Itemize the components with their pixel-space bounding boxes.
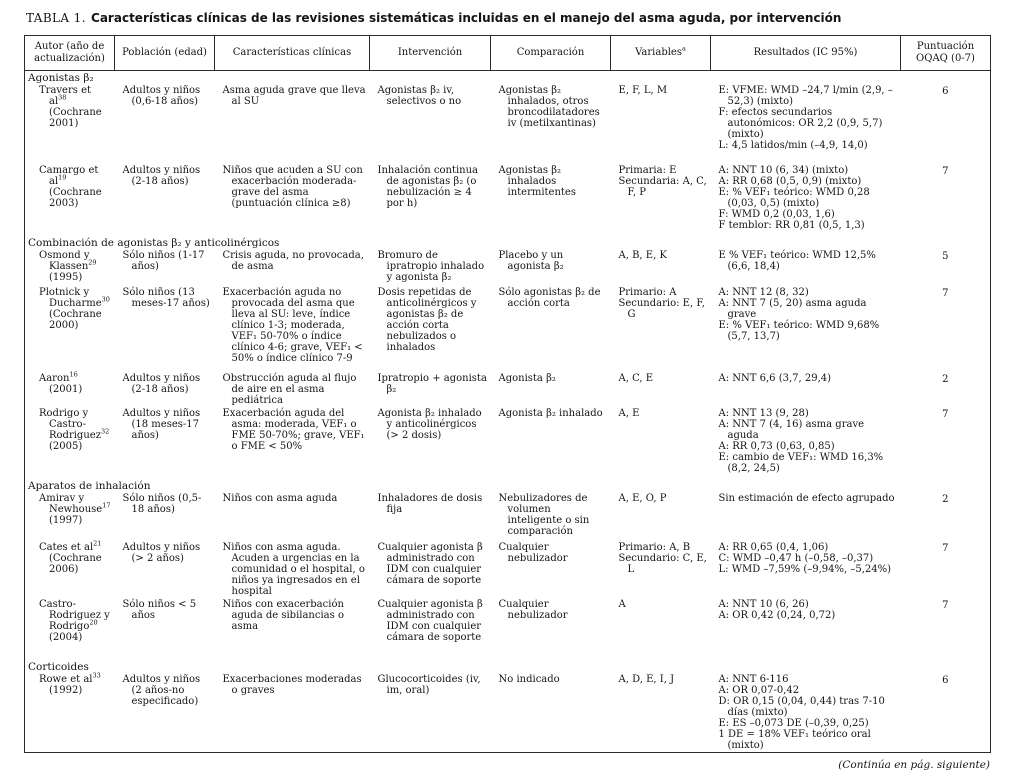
score-cell: 2 (942, 494, 949, 505)
cell-line: Cualquier nebulizador (498, 599, 568, 621)
clinical-cell (215, 249, 370, 286)
population-cell (115, 372, 215, 407)
cell-line: Glucocorticoides (iv, im, oral) (377, 674, 481, 696)
results-cell (711, 492, 901, 541)
comparison-cell (491, 164, 611, 236)
column-header: Puntuación OQAQ (0-7) (901, 36, 991, 71)
author-cell (25, 673, 115, 753)
cell-line: Sólo niños (1-17 años) (122, 250, 205, 272)
comparison-cell (491, 372, 611, 407)
reference-superscript: 19 (58, 173, 67, 182)
table-row (25, 249, 991, 286)
results-cell (711, 164, 901, 236)
column-header: Comparación (491, 36, 611, 71)
author-text: Amirav y Newhouse$^{17}$ (1997) (39, 493, 111, 526)
score-cell: 6 (942, 86, 949, 97)
variables-cell (611, 407, 711, 479)
population-cell (115, 541, 215, 598)
clinical-cell (215, 492, 370, 541)
table-number: TABLA 1. (26, 11, 86, 25)
cell-line: Adultos y niños (2 años-no especificado) (122, 674, 201, 707)
results-cell (711, 249, 901, 286)
author-cell (25, 407, 115, 479)
comparison-cell (491, 407, 611, 479)
score-cell: 7 (942, 409, 949, 420)
cell-line: L: 4,5 latidos/min (–4,9, 14,0) (718, 140, 868, 151)
author-text: Camargo et $al^{19}$ (Cochrane 2003) (39, 165, 102, 209)
comparison-cell (491, 598, 611, 660)
cell-line: Agonista β₂ inhalado (498, 408, 603, 419)
comparison-cell (491, 492, 611, 541)
cell-line: Niños con asma aguda (222, 493, 338, 504)
cell-line: Sólo niños (13 meses-17 años) (122, 287, 210, 309)
column-header: Variables$^a$ (611, 36, 711, 71)
cell-line: Adultos y niños (18 meses-17 años) (122, 408, 201, 441)
intervention-cell (370, 84, 491, 164)
cell-line: Cualquier agonista β administrado con IDM con cualquier cámara de soporte (377, 599, 483, 643)
section-header: Combinación de agonistas β₂ y anticolinérgicos (28, 237, 280, 249)
author-cell (25, 164, 115, 236)
cell-line: Inhalación continua de agonistas β₂ (o nebulización ≥ 4 por h) (377, 165, 479, 209)
table-row (25, 407, 991, 479)
cell-line: Agonista β₂ (498, 373, 556, 384)
intervention-cell (370, 372, 491, 407)
score-cell: 7 (942, 543, 949, 554)
cell-line: A: NNT 10 (6, 34) (mixto) (718, 165, 849, 176)
score-cell: 6 (942, 675, 949, 686)
population-cell (115, 164, 215, 236)
cell-line: Sin estimación de efecto agrupado (718, 493, 895, 504)
cell-line: Bromuro de ipratropio inhalado y agonista β₂ (377, 250, 485, 283)
reference-superscript: 38 (58, 93, 67, 102)
clinical-cell (215, 286, 370, 372)
clinical-cell (215, 84, 370, 164)
cell-line: Primario: A, B (618, 542, 691, 553)
reference-superscript: 30 (101, 295, 110, 304)
cell-line: Niños que acuden a SU con exacerbación moderada-grave del asma (puntuación clínica ≥8) (222, 165, 363, 209)
section-header: Agonistas β₂ (28, 72, 94, 84)
cell-line: Primaria: E (618, 165, 677, 176)
variables-cell (611, 492, 711, 541)
cell-line: A: OR 0,42 (0,24, 0,72) (718, 610, 836, 621)
cell-line: Secundario: E, F, G (618, 298, 705, 320)
cell-line: Agonista β₂ inhalado y anticolinérgicos (> 2 dosis) (377, 408, 482, 441)
column-header: Población (edad) (115, 36, 215, 71)
cell-line: A: RR 0,65 (0,4, 1,06) (718, 542, 829, 553)
cell-line: F: WMD 0,2 (0,03, 1,6) (718, 209, 835, 220)
variables-cell (611, 249, 711, 286)
cell-line: Asma aguda grave que lleva al SU (222, 85, 366, 107)
cell-line: E: cambio de VEF₁: WMD 16,3% (8,2, 24,5) (718, 452, 884, 474)
score-cell: 7 (942, 166, 949, 177)
cell-line: Secundaria: A, C, F, P (618, 176, 707, 198)
results-cell (711, 372, 901, 407)
author-text: Castro-Rodriguez y Rodrigo$^{20}$ (2004) (39, 599, 110, 643)
author-text: Plotnick y Ducharme$^{30}$ (Cochrane 2000) (39, 287, 110, 331)
table-row (25, 598, 991, 660)
author-text: Cates et $al^{21}$ (Cochrane 2006) (39, 539, 102, 575)
continuation-note: (Continúa en pág. siguiente) (838, 759, 990, 771)
comparison-cell (491, 286, 611, 372)
reference-superscript: 16 (69, 370, 78, 379)
table-row (25, 164, 991, 236)
section-header: Aparatos de inhalación (28, 480, 151, 492)
author-cell (25, 541, 115, 598)
cell-line: F temblor: RR 0,81 (0,5, 1,3) (718, 220, 865, 231)
results-cell (711, 407, 901, 479)
cell-line: Ipratropio + agonista β₂ (377, 373, 487, 395)
cell-line: Primario: A (618, 287, 677, 298)
cell-line: A (618, 599, 626, 610)
column-header: Características clínicas (215, 36, 370, 71)
cell-line: E: % VEF₁ teórico: WMD 9,68% (5,7, 13,7) (718, 320, 880, 342)
intervention-cell (370, 164, 491, 236)
cell-line: A, C, E (618, 373, 654, 384)
cell-line: A: NNT 7 (4, 16) asma grave aguda (718, 419, 865, 441)
clinical-cell (215, 407, 370, 479)
cell-line: Inhaladores de dosis fija (377, 493, 483, 515)
reference-superscript: 17 (102, 501, 111, 510)
results-cell (711, 286, 901, 372)
cell-line: Placebo y un agonista β₂ (498, 250, 564, 272)
cell-line: A, E (618, 408, 640, 419)
score-cell: 7 (942, 288, 949, 299)
cell-line: Sólo agonistas β₂ de acción corta (498, 287, 601, 309)
cell-line: A: OR 0,07-0,42 (718, 685, 800, 696)
variables-cell (611, 372, 711, 407)
table-title (26, 7, 990, 26)
reference-superscript: 33 (92, 671, 101, 680)
clinical-cell (215, 164, 370, 236)
author-cell (25, 598, 115, 660)
column-header: Autor (año de actualización) (25, 36, 115, 71)
results-cell (711, 84, 901, 164)
cell-line: Agonistas β₂ inhalados, otros broncodilatadores iv (metilxantinas) (498, 85, 600, 129)
footnote-marker: a (681, 44, 686, 53)
comparison-cell (491, 673, 611, 753)
header-row (25, 36, 991, 71)
cell-line: Cualquier nebulizador (498, 542, 568, 564)
cell-line: Sólo niños (0,5-18 años) (122, 493, 202, 515)
cell-line: A, D, E, I, J (618, 674, 675, 685)
population-cell (115, 598, 215, 660)
intervention-cell (370, 598, 491, 660)
cell-line: Obstrucción aguda al flujo de aire en el asma pediátrica (222, 373, 357, 406)
section-row (25, 71, 991, 85)
score-cell: 7 (942, 600, 949, 611)
column-header: Intervención (370, 36, 491, 71)
variables-cell (611, 286, 711, 372)
comparison-cell (491, 249, 611, 286)
cell-line: F: efectos secundarios autonómicos: OR 2,2 (0,9, 5,7) (mixto) (718, 107, 883, 140)
author-text: Osmond y Klassen$^{29}$ (1995) (39, 250, 97, 283)
cell-line: Sólo niños < 5 años (122, 599, 197, 621)
cell-line: Adultos y niños (2-18 años) (122, 373, 201, 395)
section-row (25, 479, 991, 492)
table-row (25, 372, 991, 407)
population-cell (115, 286, 215, 372)
cell-line: E: % VEF₁ teórico: WMD 0,28 (0,03, 0,5) (mixto) (718, 187, 870, 209)
cell-line: A: RR 0,68 (0,5, 0,9) (mixto) (718, 176, 862, 187)
cell-line: Secundario: C, E, L (618, 553, 707, 575)
cell-line: Niños con asma aguda. Acuden a urgencias en la comunidad o el hospital, o niños ya ingresados en el hospital (222, 542, 365, 597)
cell-line: Adultos y niños (0,6-18 años) (122, 85, 201, 107)
cell-line: Agonistas β₂ iv, selectivos o no (377, 85, 462, 107)
population-cell (115, 407, 215, 479)
cell-line: A, B, E, K (618, 250, 667, 261)
cell-line: Niños con exacerbación aguda de sibilancias o asma (222, 599, 344, 632)
intervention-cell (370, 286, 491, 372)
author-text: Aaron$^{16}$ (2001) (39, 370, 83, 395)
clinical-cell (215, 598, 370, 660)
variables-cell (611, 164, 711, 236)
reference-superscript: 32 (100, 427, 110, 436)
cell-line: A: NNT 6,6 (3,7, 29,4) (718, 373, 832, 384)
cell-line: Nebulizadores de volumen inteligente o sin comparación (498, 493, 590, 537)
population-cell (115, 84, 215, 164)
section-row (25, 236, 991, 249)
cell-line: Crisis aguda, no provocada, de asma (222, 250, 364, 272)
author-cell (25, 286, 115, 372)
intervention-cell (370, 249, 491, 286)
cell-line: E: ES –0,073 DE (–0,39, 0,25) (718, 718, 869, 729)
cell-line: L: WMD –7,59% (–9,94%, –5,24%) (718, 564, 892, 575)
section-row (25, 660, 991, 673)
clinical-cell (215, 541, 370, 598)
cell-line: A: NNT 10 (6, 26) (718, 599, 809, 610)
cell-line: A: NNT 6-116 (718, 674, 789, 685)
intervention-cell (370, 492, 491, 541)
cell-line: 1 DE = 18% VEF₁ teórico oral (mixto) (718, 729, 871, 751)
cell-line: Dosis repetidas de anticolinérgicos y agonistas β₂ de acción corta nebulizados o inhalados (377, 287, 477, 353)
results-cell (711, 673, 901, 753)
reference-superscript: 20 (89, 618, 98, 627)
table-body (25, 71, 991, 753)
author-text: Travers et $al^{38}$ (Cochrane 2001) (39, 85, 102, 129)
population-cell (115, 249, 215, 286)
cell-line: No indicado (498, 674, 560, 685)
score-cell: 2 (942, 374, 949, 385)
intervention-cell (370, 541, 491, 598)
clinical-cell (215, 372, 370, 407)
variables-cell (611, 541, 711, 598)
population-cell (115, 673, 215, 753)
intervention-cell (370, 407, 491, 479)
cell-line: Agonistas β₂ inhalados intermitentes (498, 165, 576, 198)
reference-superscript: 21 (93, 539, 102, 548)
section-header: Corticoides (28, 661, 89, 673)
cell-line: Exacerbación aguda no provocada del asma que lleva al SU: leve, índice clínico 1-3; moderada, VEF₁ 50-70% o índice clínico 4-6; grave, VEF₁ < 50% o índice clínico 7-9 (222, 287, 363, 364)
table-row (25, 492, 991, 541)
results-cell (711, 541, 901, 598)
cell-line: A: RR 0,73 (0,63, 0,85) (718, 441, 835, 452)
table-row (25, 286, 991, 372)
cell-line: A, E, O, P (618, 493, 667, 504)
cell-line: Adultos y niños (2-18 años) (122, 165, 201, 187)
cell-line: Exacerbaciones moderadas o graves (222, 674, 362, 696)
cell-line: E, F, L, M (618, 85, 668, 96)
population-cell (115, 492, 215, 541)
cell-line: Cualquier agonista β administrado con IDM con cualquier cámara de soporte (377, 542, 483, 586)
author-cell (25, 372, 115, 407)
intervention-cell (370, 673, 491, 753)
cell-line: C: WMD –0,47 h (–0,58, –0,37) (718, 553, 874, 564)
variables-cell (611, 598, 711, 660)
cell-line: Exacerbación aguda del asma: moderada, VEF₁ o FME 50-70%; grave, VEF₁ o FME < 50% (222, 408, 365, 452)
author-text: Rowe et $al^{33}$ (1992) (39, 671, 101, 696)
cell-line: D: OR 0,15 (0,04, 0,44) tras 7-10 días (mixto) (718, 696, 885, 718)
cell-line: A: NNT 13 (9, 28) (718, 408, 809, 419)
author-cell (25, 249, 115, 286)
systematic-reviews-table (24, 35, 991, 753)
cell-line: E % VEF₁ teórico: WMD 12,5% (6,6, 18,4) (718, 250, 876, 272)
table-caption: Características clínicas de las revisiones sistemáticas incluidas en el manejo del asma aguda, por intervención (91, 11, 842, 25)
author-cell (25, 492, 115, 541)
variables-cell (611, 84, 711, 164)
cell-line: A: NNT 12 (8, 32) (718, 287, 809, 298)
comparison-cell (491, 541, 611, 598)
cell-line: Adultos y niños (> 2 años) (122, 542, 201, 564)
results-cell (711, 598, 901, 660)
clinical-cell (215, 673, 370, 753)
cell-line: E: VFME: WMD –24,7 l/min (2,9, –52,3) (mixto) (718, 85, 893, 107)
table-row (25, 84, 991, 164)
variables-cell (611, 673, 711, 753)
column-header: Resultados (IC 95%) (711, 36, 901, 71)
table-row (25, 541, 991, 598)
author-text: Rodrigo y Castro-Rodriguez$^{32}$ (2005) (39, 408, 110, 452)
table-row (25, 673, 991, 753)
cell-line: A: NNT 7 (5, 20) asma aguda grave (718, 298, 867, 320)
score-cell: 5 (942, 251, 949, 262)
author-cell (25, 84, 115, 164)
comparison-cell (491, 84, 611, 164)
reference-superscript: 29 (88, 258, 97, 267)
